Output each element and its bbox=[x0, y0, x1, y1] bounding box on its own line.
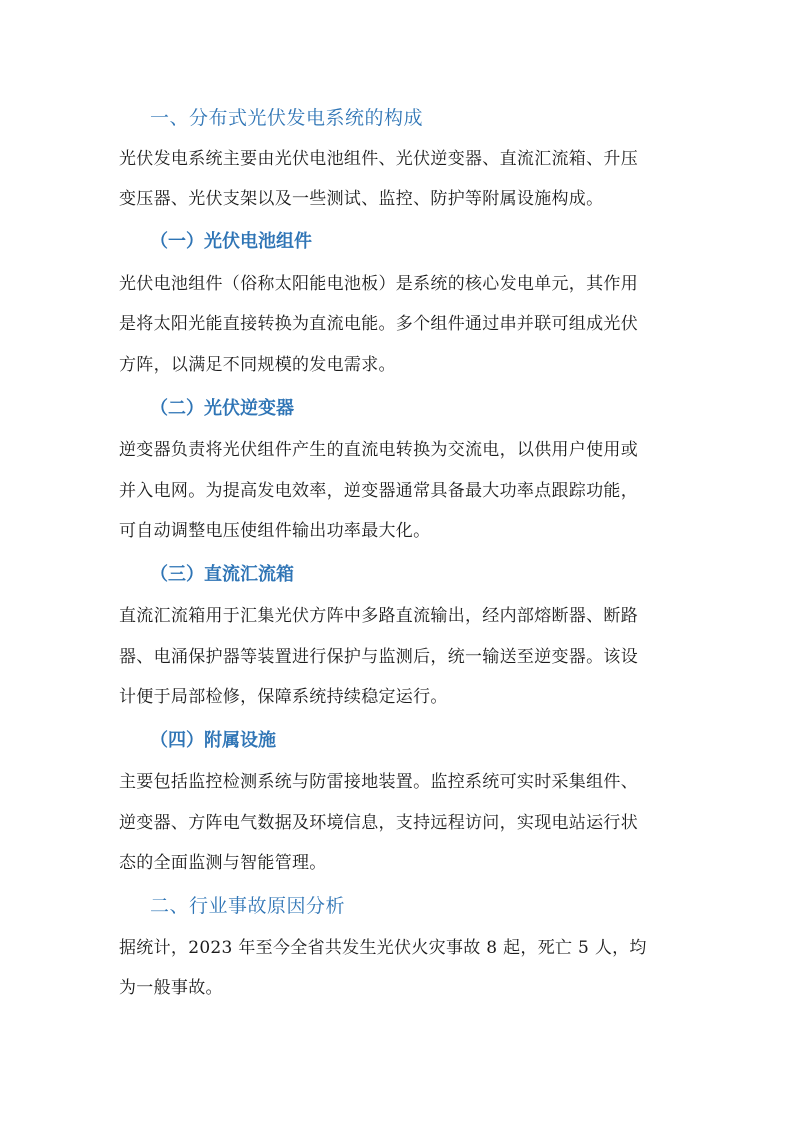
paragraph-line: 器、电涌保护器等装置进行保护与监测后，统一输送至逆变器。该设 bbox=[119, 647, 638, 667]
paragraph-line: 计便于局部检修，保障系统持续稳定运行。 bbox=[119, 687, 448, 707]
subheading-pv-modules: （一）光伏电池组件 bbox=[150, 231, 312, 252]
paragraph-line: 光伏发电系统主要由光伏电池组件、光伏逆变器、直流汇流箱、升压 bbox=[119, 149, 638, 169]
paragraph-line: 逆变器负责将光伏组件产生的直流电转换为交流电，以供用户使用或 bbox=[119, 440, 638, 460]
paragraph-line: 据统计，2023 年至今全省共发生光伏火灾事故 8 起，死亡 5 人，均 bbox=[119, 938, 647, 958]
paragraph-line: 可自动调整电压使组件输出功率最大化。 bbox=[119, 521, 431, 541]
section-heading-composition: 一、分布式光伏发电系统的构成 bbox=[150, 107, 424, 129]
paragraph-line: 方阵，以满足不同规模的发电需求。 bbox=[119, 355, 396, 375]
paragraph-line: 主要包括监控检测系统与防雷接地装置。监控系统可实时采集组件、 bbox=[119, 772, 638, 792]
section-heading-accident-analysis: 二、行业事故原因分析 bbox=[150, 895, 346, 917]
paragraph-line: 是将太阳光能直接转换为直流电能。多个组件通过串并联可组成光伏 bbox=[119, 314, 638, 334]
paragraph-line: 态的全面监测与智能管理。 bbox=[119, 853, 327, 873]
paragraph-line: 并入电网。为提高发电效率，逆变器通常具备最大功率点跟踪功能， bbox=[119, 481, 638, 501]
paragraph-line: 逆变器、方阵电气数据及环境信息，支持远程访问，实现电站运行状 bbox=[119, 813, 638, 833]
paragraph-line: 直流汇流箱用于汇集光伏方阵中多路直流输出，经内部熔断器、断路 bbox=[119, 606, 638, 626]
subheading-auxiliary: （四）附属设施 bbox=[150, 730, 276, 751]
paragraph-line: 为一般事故。 bbox=[119, 978, 223, 998]
paragraph-line: 光伏电池组件（俗称太阳能电池板）是系统的核心发电单元，其作用 bbox=[119, 274, 638, 294]
paragraph-line: 变压器、光伏支架以及一些测试、监控、防护等附属设施构成。 bbox=[119, 189, 604, 209]
subheading-inverter: （二）光伏逆变器 bbox=[150, 398, 294, 419]
subheading-combiner-box: （三）直流汇流箱 bbox=[150, 564, 294, 585]
